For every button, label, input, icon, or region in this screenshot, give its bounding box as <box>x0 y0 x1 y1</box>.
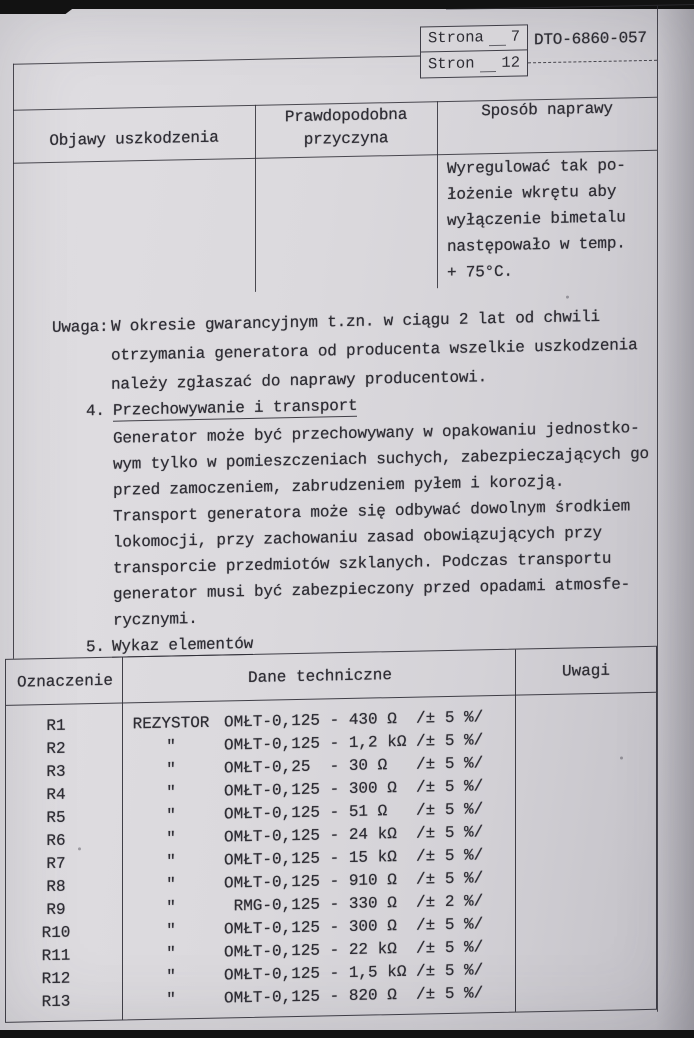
section-5-title: Wykaz elementów <box>112 634 254 656</box>
page-label: Strona <box>428 28 484 48</box>
part-spec: OMŁT-0,125 - 1,5 kΩ /± 5 %/ <box>224 960 484 984</box>
part-type: " <box>166 966 176 986</box>
page-number-row <box>421 25 527 52</box>
part-spec: OMŁT-0,125 - 300 Ω /± 5 %/ <box>224 914 484 938</box>
part-spec: RMG-0,125 - 330 Ω /± 2 %/ <box>224 891 484 915</box>
part-uwagi-cell <box>516 920 656 923</box>
part-ref: R3 <box>46 762 66 781</box>
page-number: 7 <box>510 27 520 46</box>
fault-col2-header-line1: Prawdopodobna <box>284 105 408 127</box>
fault-col3-header: Sposób naprawy <box>481 99 613 121</box>
note-line: należy zgłaszać do naprawy producentowi. <box>111 368 488 394</box>
part-spec: OMŁT-0,125 - 820 Ω /± 5 %/ <box>224 983 484 1007</box>
part-uwagi-cell <box>516 897 656 900</box>
parts-table-divider-2 <box>515 650 516 1012</box>
part-ref: R4 <box>46 785 66 804</box>
part-uwagi-cell <box>516 943 656 946</box>
part-spec: OMŁT-0,125 - 1,2 kΩ /± 5 %/ <box>224 730 484 754</box>
total-pages-number: 12 <box>501 53 520 72</box>
part-uwagi-cell <box>516 851 656 854</box>
part-uwagi-cell <box>516 736 656 739</box>
section-4-line: przed zamoczeniem, zabrudzeniem pyłem i korozją. <box>113 472 565 500</box>
part-spec: OMŁT-0,125 - 910 Ω /± 5 %/ <box>224 868 484 892</box>
repair-text-line: Wyregulować tak po- <box>447 156 626 178</box>
part-type: " <box>166 782 176 802</box>
total-pages-label: Stron <box>428 54 475 74</box>
part-spec: OMŁT-0,125 - 430 Ω /± 5 %/ <box>224 707 484 731</box>
parts-table <box>5 646 657 1023</box>
part-uwagi-cell <box>516 966 656 969</box>
part-ref: R5 <box>46 808 66 827</box>
part-spec: OMŁT-0,125 - 15 kΩ /± 5 %/ <box>224 845 484 869</box>
part-ref: R6 <box>46 831 66 850</box>
frame-top-line <box>13 56 420 65</box>
part-type: " <box>166 805 176 825</box>
part-spec: OMŁT-0,125 - 22 kΩ /± 5 %/ <box>224 937 484 961</box>
part-ref: R13 <box>41 992 71 1011</box>
part-ref: R7 <box>46 854 66 873</box>
section-4-line: Transport generatora może się odbywać dowolnym środkiem <box>113 497 631 526</box>
fill-line <box>489 45 506 46</box>
repair-text-line: + 75°C. <box>447 262 513 282</box>
section-4-line: Generator może być przechowywany w opakowaniu jednostko- <box>113 419 640 448</box>
fault-col1-header: Objawy uszkodzenia <box>49 128 219 150</box>
page-number-box <box>420 24 528 78</box>
doc-number-underline <box>528 60 657 64</box>
part-spec: OMŁT-0,125 - 300 Ω /± 5 %/ <box>224 776 484 800</box>
part-ref: R8 <box>46 877 66 896</box>
repair-text-line: następowało w temp. <box>447 234 626 256</box>
part-uwagi-cell <box>516 805 656 808</box>
part-type: " <box>166 736 176 756</box>
note-line: otrzymania generatora od producenta wszelkie uszkodzenia <box>111 336 638 365</box>
fault-table-divider-2 <box>437 101 438 288</box>
part-uwagi-cell <box>516 874 656 877</box>
doc-number: DTO-6860-057 <box>534 28 647 50</box>
part-uwagi-cell <box>516 828 656 831</box>
section-5-number: 5. <box>86 637 105 657</box>
part-spec: OMŁT-0,25 - 30 Ω /± 5 %/ <box>224 753 484 777</box>
section-4-number: 4. <box>86 401 105 421</box>
part-type: " <box>166 920 176 940</box>
frame-left-line <box>13 64 14 659</box>
part-type: REZYSTOR <box>132 713 210 733</box>
section-4-line: generator musi być zabezpieczony przed opadami atmosfe- <box>113 575 631 604</box>
part-ref: R11 <box>41 946 71 965</box>
fill-line <box>480 71 497 72</box>
part-uwagi-cell <box>516 759 656 762</box>
section-4-line: wym tylko w pomieszczeniach suchych, zabezpieczających go <box>113 444 649 474</box>
part-ref: R2 <box>46 739 66 758</box>
part-uwagi-cell <box>516 782 656 785</box>
part-type: " <box>166 989 176 1009</box>
part-spec: OMŁT-0,125 - 24 kΩ /± 5 %/ <box>224 822 484 846</box>
repair-text-line: łożenie wkrętu aby <box>447 182 617 204</box>
section-4-title: Przechowywanie i transport <box>113 396 358 420</box>
part-uwagi-cell <box>516 713 656 716</box>
part-type: " <box>166 759 176 779</box>
repair-text-line: wyłączenie bimetalu <box>447 208 626 230</box>
parts-table-body <box>6 693 656 1014</box>
note-line: W okresie gwarancyjnym t.zn. w ciągu 2 lat od chwili <box>111 307 600 336</box>
section-4-line: lokomocji, przy zachowaniu zasad obowiązujących przy <box>113 523 602 552</box>
section-4-line: rycznymi. <box>113 609 198 630</box>
page-right-edge-line <box>657 6 658 1012</box>
section-4-line: transporcie przedmiotów szklanych. Podczas transportu <box>113 549 612 578</box>
part-ref: R12 <box>41 969 71 988</box>
total-pages-row <box>421 50 527 77</box>
part-type: " <box>166 828 176 848</box>
parts-table-divider-1 <box>122 657 123 1019</box>
fault-col2-header-line2: przyczyna <box>303 129 389 149</box>
parts-header-dane-techniczne: Dane techniczne <box>247 665 393 687</box>
parts-header-oznaczenie: Oznaczenie <box>16 671 113 692</box>
part-type: " <box>166 874 176 894</box>
part-type: " <box>166 943 176 963</box>
part-type: " <box>166 897 176 917</box>
part-ref: R1 <box>46 716 66 735</box>
part-spec: OMŁT-0,125 - 51 Ω /± 5 %/ <box>224 799 484 823</box>
part-ref: R9 <box>46 900 66 919</box>
note-label: Uwaga: <box>52 317 109 337</box>
parts-header-uwagi: Uwagi <box>561 661 610 681</box>
part-ref: R10 <box>41 923 71 942</box>
part-type: " <box>166 851 176 871</box>
part-uwagi-cell <box>516 989 656 992</box>
scan-speck <box>566 296 569 299</box>
